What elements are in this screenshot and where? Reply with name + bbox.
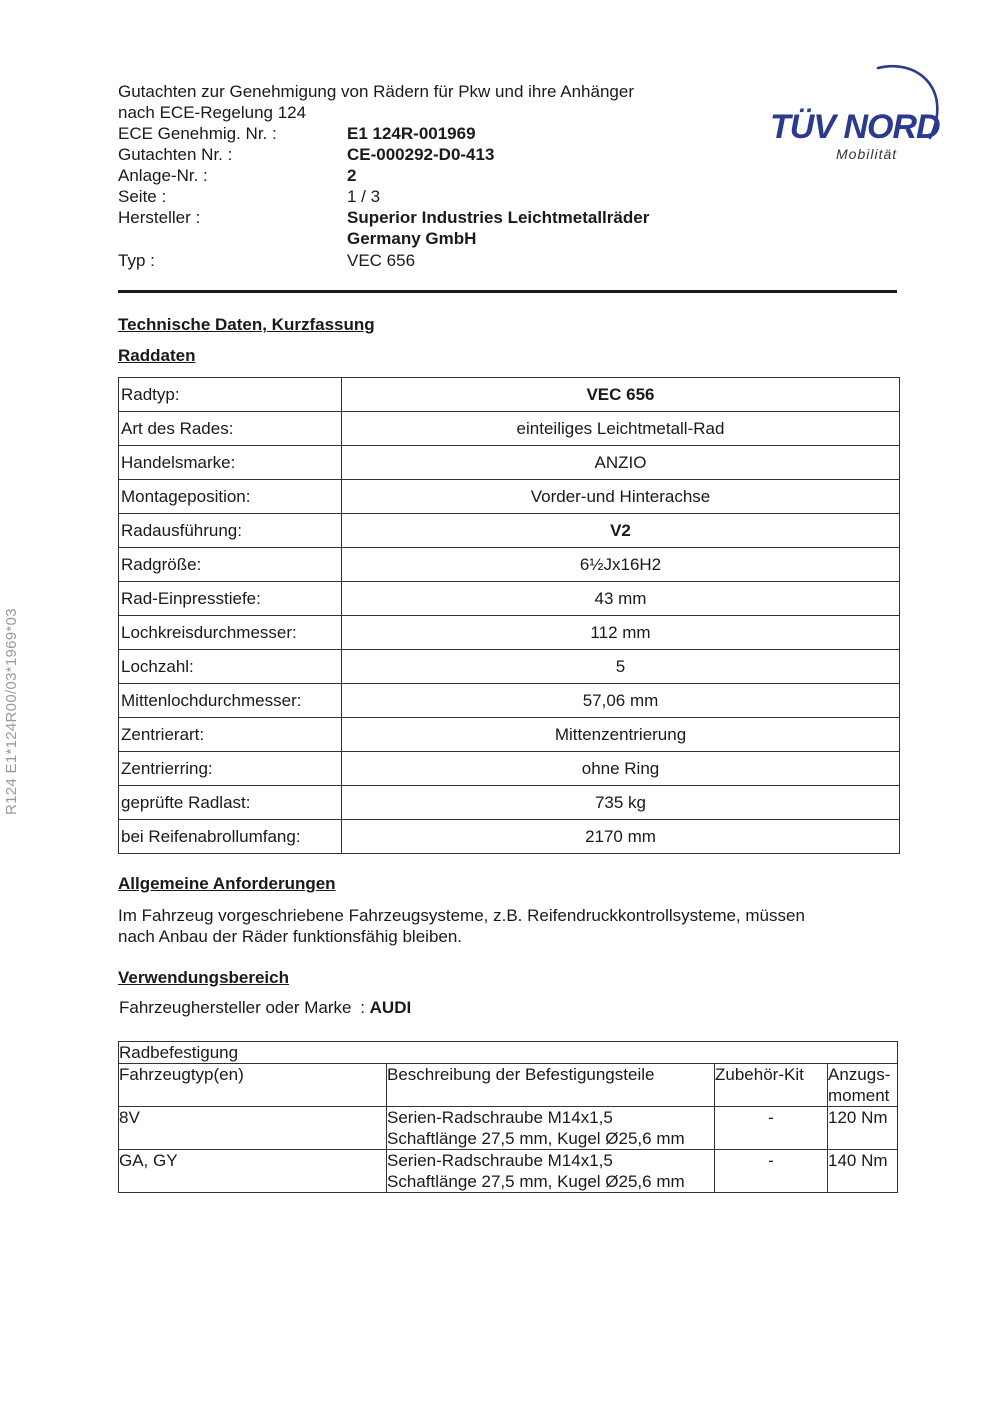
allgemeine-text-line1: Im Fahrzeug vorgeschriebene Fahrzeugsysteme, z.B. Reifendruckkontrollsysteme, müssen <box>118 906 805 925</box>
raddaten-value: 5 <box>342 650 900 684</box>
allgemeine-text <box>118 905 888 947</box>
logo-sub-text: Mobilität <box>836 146 898 162</box>
header-zubehoer-kit: Zubehör-Kit <box>715 1064 828 1107</box>
raddaten-row <box>119 650 900 684</box>
header-field-label: Hersteller : <box>118 208 201 227</box>
header-field-value: CE-000292-D0-413 <box>347 145 495 164</box>
raddaten-label: Lochzahl: <box>119 650 342 684</box>
fahrzeugtyp-cell: 8V <box>119 1107 387 1150</box>
header-field-value: VEC 656 <box>347 251 416 270</box>
header-field-label: ECE Genehmig. Nr. : <box>118 124 277 143</box>
raddaten-label: Montageposition: <box>119 480 342 514</box>
tuv-nord-logo <box>768 60 943 170</box>
fahrzeugtyp-cell: GA, GY <box>119 1150 387 1193</box>
raddaten-value: 6½Jx16H2 <box>342 548 900 582</box>
raddaten-label: bei Reifenabrollumfang: <box>119 820 342 854</box>
raddaten-label: Art des Rades: <box>119 412 342 446</box>
raddaten-label: Zentrierart: <box>119 718 342 752</box>
raddaten-value: einteiliges Leichtmetall-Rad <box>342 412 900 446</box>
raddaten-row <box>119 752 900 786</box>
radbefestigung-title: Radbefestigung <box>119 1042 898 1064</box>
header-field-label: Seite : <box>118 187 167 206</box>
document-title-line1: Gutachten zur Genehmigung von Rädern für Pkw und ihre Anhänger <box>118 82 634 101</box>
header-anzugsmoment <box>828 1064 898 1107</box>
raddaten-value: ohne Ring <box>342 752 900 786</box>
radbefestigung-row <box>119 1107 898 1150</box>
raddaten-value: ANZIO <box>342 446 900 480</box>
beschreibung-cell <box>387 1107 715 1150</box>
anzugsmoment-cell: 120 Nm <box>828 1107 898 1150</box>
raddaten-value: Mittenzentrierung <box>342 718 900 752</box>
header-field-label: Typ : <box>118 251 155 270</box>
tuv-nord-logo-icon <box>768 60 943 170</box>
raddaten-row <box>119 616 900 650</box>
beschreibung-line2: Schaftlänge 27,5 mm, Kugel Ø25,6 mm <box>387 1129 685 1148</box>
raddaten-row <box>119 786 900 820</box>
raddaten-value: 57,06 mm <box>342 684 900 718</box>
document-title-line2: nach ECE-Regelung 124 <box>118 103 307 122</box>
header-field-label: Gutachten Nr. : <box>118 145 233 164</box>
raddaten-value: VEC 656 <box>342 378 900 412</box>
raddaten-row <box>119 378 900 412</box>
header-field-value: Superior Industries Leichtmetallräder <box>347 208 650 227</box>
radbefestigung-table <box>118 1041 898 1193</box>
heading-verwendungsbereich: Verwendungsbereich <box>118 968 289 987</box>
header-field-label: Anlage-Nr. : <box>118 166 208 185</box>
logo-brand-text: TÜV NORD <box>770 108 940 146</box>
raddaten-row <box>119 446 900 480</box>
header-anzugsmoment-line1: Anzugs- <box>828 1065 891 1084</box>
raddaten-table <box>118 377 900 854</box>
fahrzeughersteller-label: Fahrzeughersteller oder Marke <box>119 998 352 1017</box>
raddaten-value: V2 <box>342 514 900 548</box>
header-field-value: E1 124R-001969 <box>347 124 476 143</box>
raddaten-label: Mittenlochdurchmesser: <box>119 684 342 718</box>
zubehoer-kit-cell: - <box>715 1150 828 1193</box>
beschreibung-line2: Schaftlänge 27,5 mm, Kugel Ø25,6 mm <box>387 1172 685 1191</box>
header-field-value: 1 / 3 <box>347 187 381 206</box>
raddaten-value: 43 mm <box>342 582 900 616</box>
raddaten-row <box>119 718 900 752</box>
raddaten-label: Radgröße: <box>119 548 342 582</box>
beschreibung-line1: Serien-Radschraube M14x1,5 <box>387 1151 613 1170</box>
anzugsmoment-cell: 140 Nm <box>828 1150 898 1193</box>
fahrzeughersteller-line <box>119 998 411 1018</box>
raddaten-label: Zentrierring: <box>119 752 342 786</box>
side-reference-text: R124 E1*124R00/03*1969*03 <box>3 608 20 815</box>
raddaten-row <box>119 820 900 854</box>
heading-raddaten: Raddaten <box>118 346 196 365</box>
raddaten-row <box>119 684 900 718</box>
raddaten-label: Radausführung: <box>119 514 342 548</box>
beschreibung-line1: Serien-Radschraube M14x1,5 <box>387 1108 613 1127</box>
raddaten-value: Vorder-und Hinterachse <box>342 480 900 514</box>
fahrzeughersteller-colon: : <box>360 998 365 1017</box>
heading-allgemeine-anforderungen: Allgemeine Anforderungen <box>118 874 336 893</box>
header-anzugsmoment-line2: moment <box>828 1086 890 1105</box>
raddaten-row <box>119 412 900 446</box>
zubehoer-kit-cell: - <box>715 1107 828 1150</box>
raddaten-row <box>119 582 900 616</box>
raddaten-value: 735 kg <box>342 786 900 820</box>
allgemeine-text-line2: nach Anbau der Räder funktionsfähig bleiben. <box>118 927 463 946</box>
raddaten-label: Handelsmarke: <box>119 446 342 480</box>
heading-technische-daten: Technische Daten, Kurzfassung <box>118 315 375 334</box>
raddaten-label: Lochkreisdurchmesser: <box>119 616 342 650</box>
raddaten-value: 112 mm <box>342 616 900 650</box>
raddaten-label: geprüfte Radlast: <box>119 786 342 820</box>
header-field-value: 2 <box>347 166 357 185</box>
header-beschreibung: Beschreibung der Befestigungsteile <box>387 1064 715 1107</box>
raddaten-row <box>119 514 900 548</box>
header-fahrzeugtyp: Fahrzeugtyp(en) <box>119 1064 387 1107</box>
raddaten-label: Rad-Einpresstiefe: <box>119 582 342 616</box>
fahrzeughersteller-value: AUDI <box>369 998 412 1017</box>
header-field-value: Germany GmbH <box>347 229 477 248</box>
beschreibung-cell <box>387 1150 715 1193</box>
raddaten-label: Radtyp: <box>119 378 342 412</box>
raddaten-row <box>119 548 900 582</box>
radbefestigung-row <box>119 1150 898 1193</box>
raddaten-row <box>119 480 900 514</box>
raddaten-value: 2170 mm <box>342 820 900 854</box>
header-divider <box>118 290 897 293</box>
